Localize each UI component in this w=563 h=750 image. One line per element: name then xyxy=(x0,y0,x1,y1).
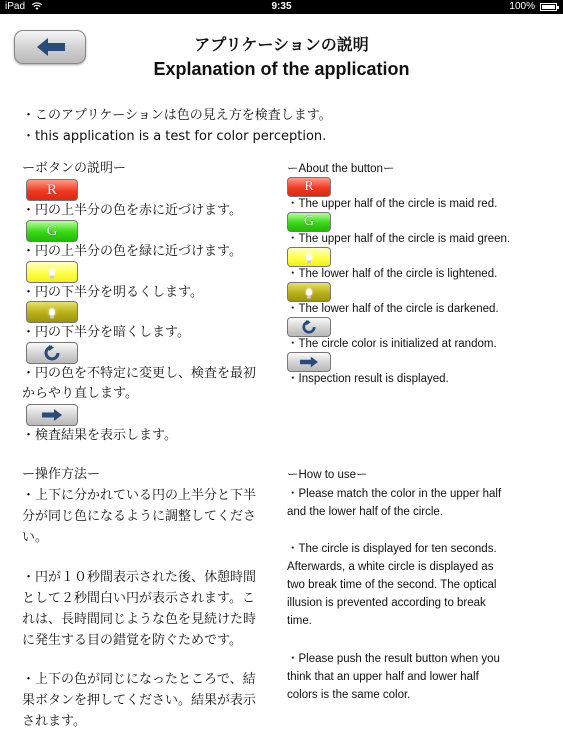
darken-desc-en: ・The lower half of the circle is darkened. xyxy=(287,303,499,315)
red-desc-en: ・The upper half of the circle is maid red. xyxy=(287,198,498,210)
page-title-en: Explanation of the application xyxy=(153,59,410,79)
intro-en: ・this application is a test for color perception. xyxy=(22,129,327,144)
howto-en-p3-l1: ・Please push the result button when you xyxy=(287,653,500,665)
reset-desc-jp-1: ・円の色を不特定に変更し、検査を最初 xyxy=(22,366,257,381)
howto-jp-p2-l1: ・円が１０秒間表示された後、休憩時間 xyxy=(22,570,257,585)
red-button xyxy=(26,179,78,201)
result-button xyxy=(26,404,78,426)
status-bar xyxy=(0,0,563,14)
carrier-label: iPad xyxy=(5,1,26,12)
page-title-jp: アプリケーションの説明 xyxy=(194,35,369,54)
howto-en-p2-l2: Afterwards, a white circle is displayed as xyxy=(287,561,494,573)
right-arrow-icon xyxy=(42,409,62,421)
battery-icon xyxy=(540,3,557,11)
result-button xyxy=(287,352,331,372)
howto-heading-en: ーHow to useー xyxy=(287,469,368,481)
intro-jp: ・このアプリケーションは色の見え方を検査します。 xyxy=(22,108,332,123)
green-button-label: G xyxy=(303,214,315,229)
howto-jp-p2-l3: れは、長時間同じような色を見続けた時 xyxy=(22,612,257,627)
howto-en-p1-l1: ・Please match the color in the upper half xyxy=(287,488,502,500)
refresh-icon xyxy=(302,320,316,334)
red-button-label: R xyxy=(304,179,314,194)
howto-jp-p2-l2: として２秒間白い円が表示されます。こ xyxy=(22,591,255,606)
darken-button xyxy=(287,282,331,302)
howto-heading-jp: ー操作方法ー xyxy=(22,467,101,482)
refresh-icon xyxy=(44,345,60,361)
buttons-heading-jp: ーボタンの説明ー xyxy=(22,161,127,176)
bulb-icon xyxy=(49,269,55,276)
bulb-icon xyxy=(306,289,312,296)
howto-jp-p1-l2: 分が同じ色になるように調整してくださ xyxy=(22,509,257,524)
howto-en-p2-l1: ・The circle is displayed for ten seconds. xyxy=(287,543,497,555)
howto-jp-p3-l2: 果ボタンを押してください。結果が表示 xyxy=(22,693,257,708)
darken-desc-jp: ・円の下半分を暗くします。 xyxy=(22,325,190,340)
reset-desc-en: ・The circle color is initialized at random. xyxy=(287,338,497,350)
lighten-desc-en: ・The lower half of the circle is lightened. xyxy=(287,268,498,280)
darken-button xyxy=(26,301,78,323)
howto-en-p3-l2: think that an upper half and lower half xyxy=(287,671,479,683)
right-arrow-icon xyxy=(300,357,318,368)
red-button xyxy=(287,177,331,197)
howto-en-p1-l2: and the lower half of the circle. xyxy=(287,506,443,518)
lighten-button xyxy=(26,261,78,283)
bulb-icon xyxy=(306,254,312,261)
green-button xyxy=(26,220,78,242)
green-desc-jp: ・円の上半分の色を緑に近づけます。 xyxy=(22,244,242,259)
reset-button xyxy=(287,317,331,337)
bulb-icon xyxy=(49,309,55,316)
result-desc-jp: ・検査結果を表示します。 xyxy=(22,428,177,443)
howto-en-p3-l3: colors is the same color. xyxy=(287,689,411,701)
howto-jp-p3-l3: されます。 xyxy=(22,714,86,729)
howto-en-p2-l3: two break time of the second. The optical xyxy=(287,579,497,591)
howto-jp-p1-l3: い。 xyxy=(22,530,49,545)
green-button xyxy=(287,212,331,232)
reset-button xyxy=(26,342,78,364)
howto-jp-p1-l1: ・上下に分かれている円の上半分と下半 xyxy=(22,488,257,503)
howto-jp-p2-l4: に発生する目の錯覚を防ぐためです。 xyxy=(22,633,242,648)
result-desc-en: ・Inspection result is displayed. xyxy=(287,373,449,385)
battery-percent: 100% xyxy=(509,1,535,12)
lighten-button xyxy=(287,247,331,267)
howto-en-p2-l5: time. xyxy=(287,615,312,627)
reset-desc-jp-2: からやり直します。 xyxy=(22,386,138,401)
green-button-label: G xyxy=(46,223,58,239)
howto-jp-p3-l1: ・上下の色が同じになったところで、結 xyxy=(22,672,256,687)
green-desc-en: ・The upper half of the circle is maid green. xyxy=(287,233,511,245)
status-time: 9:35 xyxy=(271,1,292,12)
howto-en-p2-l4: illusion is prevented according to break xyxy=(287,597,486,609)
red-desc-jp: ・円の上半分の色を赤に近づけます。 xyxy=(22,203,242,218)
buttons-heading-en: ーAbout the buttonー xyxy=(287,163,395,175)
red-button-label: R xyxy=(46,182,57,198)
lighten-desc-jp: ・円の下半分を明るくします。 xyxy=(22,285,203,300)
